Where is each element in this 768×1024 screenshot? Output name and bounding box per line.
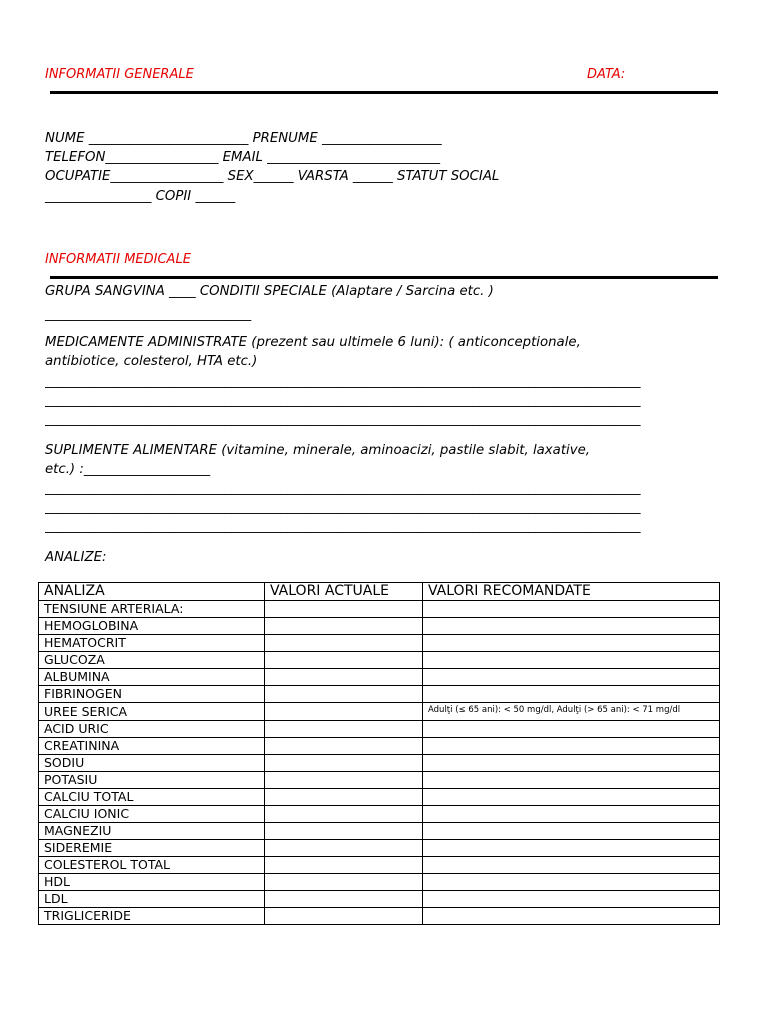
table-row (39, 721, 720, 738)
table-row (39, 908, 720, 925)
actual-value-cell[interactable] (265, 789, 423, 806)
actual-value-cell[interactable] (265, 891, 423, 908)
analysis-name-cell: MAGNEZIU (39, 823, 265, 840)
analysis-name-cell: HEMOGLOBINA (39, 618, 265, 635)
analysis-name-cell: CALCIU TOTAL (39, 789, 265, 806)
analysis-name-cell: LDL (39, 891, 265, 908)
analysis-name-cell: HEMATOCRIT (39, 635, 265, 652)
supplements-line-2: etc.) :___________________ (45, 462, 211, 477)
actual-value-cell[interactable] (265, 669, 423, 686)
table-row (39, 874, 720, 891)
actual-value-cell[interactable] (265, 908, 423, 925)
recommended-value-cell[interactable] (423, 618, 720, 635)
analysis-name-cell: SODIU (39, 755, 265, 772)
actual-value-cell[interactable] (265, 635, 423, 652)
recommended-value-cell[interactable] (423, 789, 720, 806)
recommended-value-cell[interactable]: Adulţi (≤ 65 ani): < 50 mg/dl, Adulţi (> 65 ani): < 71 mg/dl (423, 703, 720, 721)
actual-value-cell[interactable] (265, 823, 423, 840)
recommended-value-cell[interactable] (423, 891, 720, 908)
actual-value-cell[interactable] (265, 652, 423, 669)
occupation-fields-line: OCUPATIE_________________ SEX______ VARSTA ______ STATUT SOCIAL (45, 169, 500, 184)
table-row (39, 618, 720, 635)
recommended-value-cell[interactable] (423, 806, 720, 823)
actual-value-cell[interactable] (265, 806, 423, 823)
actual-value-cell[interactable] (265, 772, 423, 789)
actual-value-cell[interactable] (265, 857, 423, 874)
analysis-name-cell: SIDEREMIE (39, 840, 265, 857)
general-info-heading: INFORMATII GENERALE (45, 67, 194, 82)
table-row (39, 840, 720, 857)
table-row (39, 789, 720, 806)
contact-fields-line: TELEFON_________________ EMAIL __________________________ (45, 150, 441, 165)
actual-value-cell[interactable] (265, 686, 423, 703)
actual-value-cell[interactable] (265, 738, 423, 755)
analysis-name-cell: POTASIU (39, 772, 265, 789)
analysis-name-cell: UREE SERICA (39, 703, 265, 721)
supplements-blank-2: ________________________________________________________________________________________________ (45, 500, 641, 515)
date-label: DATA: (587, 67, 626, 82)
table-row (39, 652, 720, 669)
actual-value-cell[interactable] (265, 703, 423, 721)
analysis-name-cell: COLESTEROL TOTAL (39, 857, 265, 874)
blood-group-line: GRUPA SANGVINA ____ CONDITII SPECIALE (Alaptare / Sarcina etc. ) (45, 284, 494, 299)
table-header-row (39, 583, 720, 601)
analysis-name-cell: TRIGLICERIDE (39, 908, 265, 925)
supplements-line: SUPLIMENTE ALIMENTARE (vitamine, minerale, aminoacizi, pastile slabit, laxative, (45, 443, 591, 458)
table-row (39, 772, 720, 789)
analysis-name-cell: HDL (39, 874, 265, 891)
analysis-name-cell: CALCIU IONIC (39, 806, 265, 823)
medical-info-heading: INFORMATII MEDICALE (45, 252, 191, 267)
table-row (39, 601, 720, 618)
divider-general (50, 91, 718, 94)
analysis-table (38, 582, 720, 925)
header-valori-actuale: VALORI ACTUALE (265, 583, 423, 601)
divider-medical (50, 276, 718, 279)
actual-value-cell[interactable] (265, 840, 423, 857)
table-row (39, 635, 720, 652)
table-row (39, 823, 720, 840)
analysis-name-cell: TENSIUNE ARTERIALA: (39, 601, 265, 618)
recommended-value-cell[interactable] (423, 652, 720, 669)
special-conditions-blank: _______________________________ (45, 307, 252, 322)
table-row (39, 669, 720, 686)
recommended-value-cell[interactable] (423, 908, 720, 925)
recommended-value-cell[interactable] (423, 601, 720, 618)
table-row (39, 755, 720, 772)
analysis-name-cell: ACID URIC (39, 721, 265, 738)
medications-line-2: antibiotice, colesterol, HTA etc.) (45, 354, 258, 369)
analize-label: ANALIZE: (45, 550, 107, 565)
header-analiza: ANALIZA (39, 583, 265, 601)
actual-value-cell[interactable] (265, 755, 423, 772)
medications-blank-1: ________________________________________________________________________________________________ (45, 374, 641, 389)
medications-blank-2: ________________________________________________________________________________________________ (45, 393, 641, 408)
recommended-value-cell[interactable] (423, 669, 720, 686)
name-fields-line: NUME ________________________ PRENUME __________________ (45, 131, 442, 146)
supplements-blank-1: ________________________________________________________________________________________________ (45, 481, 641, 496)
medications-line: MEDICAMENTE ADMINISTRATE (prezent sau ultimele 6 luni): ( anticonceptionale, (45, 335, 581, 350)
table-row (39, 738, 720, 755)
children-fields-line: ________________ COPII ______ (45, 189, 236, 204)
actual-value-cell[interactable] (265, 874, 423, 891)
header-valori-recomandate: VALORI RECOMANDATE (423, 583, 720, 601)
analysis-name-cell: CREATININA (39, 738, 265, 755)
recommended-value-cell[interactable] (423, 738, 720, 755)
recommended-value-cell[interactable] (423, 635, 720, 652)
table-row (39, 857, 720, 874)
recommended-value-cell[interactable] (423, 823, 720, 840)
recommended-value-cell[interactable] (423, 857, 720, 874)
analysis-name-cell: FIBRINOGEN (39, 686, 265, 703)
supplements-blank-3: ________________________________________________________________________________________________ (45, 519, 641, 534)
table-row (39, 703, 720, 721)
medications-blank-3: ________________________________________________________________________________________________ (45, 412, 641, 427)
table-row (39, 806, 720, 823)
recommended-value-cell[interactable] (423, 755, 720, 772)
recommended-value-cell[interactable] (423, 686, 720, 703)
recommended-value-cell[interactable] (423, 874, 720, 891)
table-row (39, 891, 720, 908)
analysis-name-cell: ALBUMINA (39, 669, 265, 686)
recommended-value-cell[interactable] (423, 772, 720, 789)
actual-value-cell[interactable] (265, 601, 423, 618)
actual-value-cell[interactable] (265, 618, 423, 635)
table-row (39, 686, 720, 703)
actual-value-cell[interactable] (265, 721, 423, 738)
analysis-name-cell: GLUCOZA (39, 652, 265, 669)
recommended-value-cell[interactable] (423, 721, 720, 738)
recommended-value-cell[interactable] (423, 840, 720, 857)
